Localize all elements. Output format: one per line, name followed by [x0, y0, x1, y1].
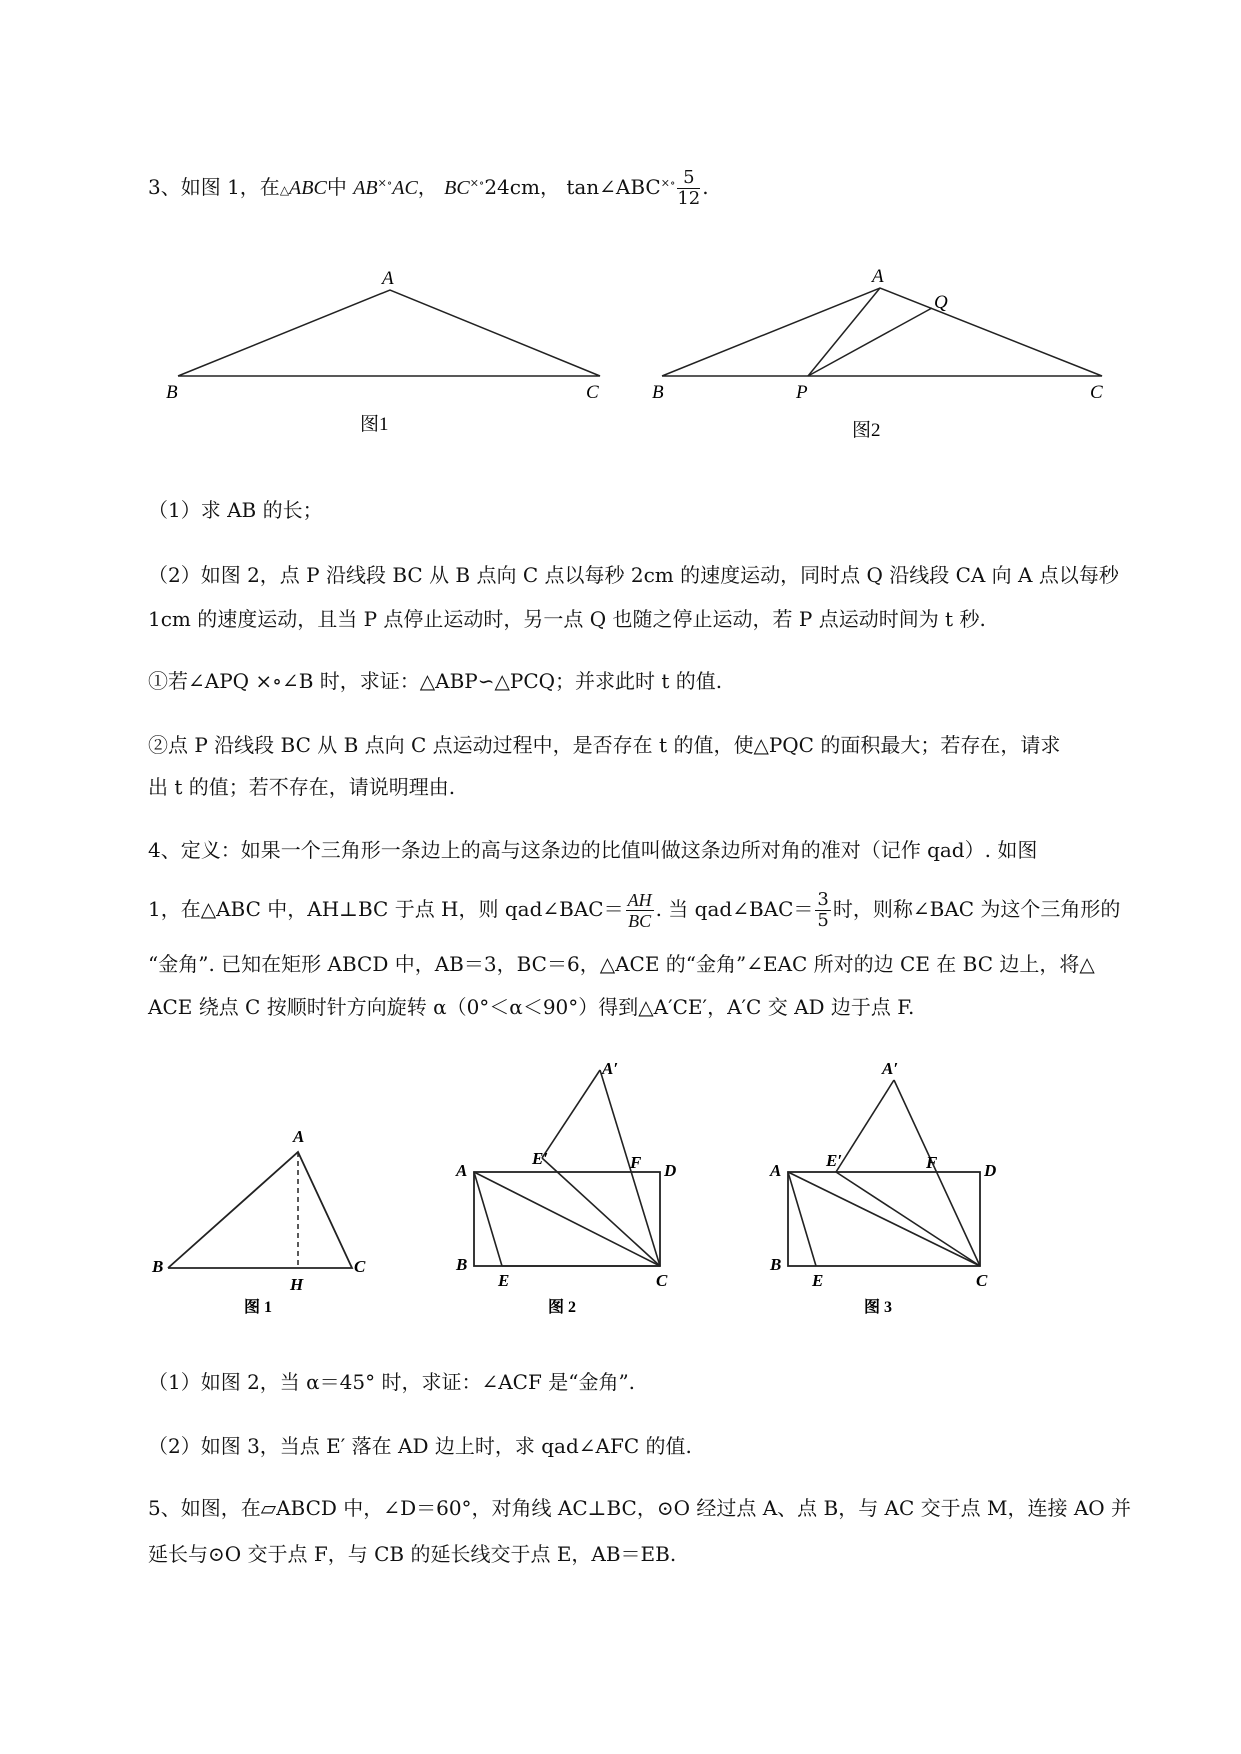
- q3-in: 中: [326, 175, 347, 199]
- q3-mark-3: ×∘: [660, 176, 676, 190]
- q4f2-label-B: B: [456, 1255, 468, 1274]
- q3-part1: （1）求 AB 的长；: [148, 498, 323, 522]
- q4f1-label-H: H: [290, 1275, 304, 1294]
- q3-comma: ，: [417, 175, 438, 199]
- q4f2-label-F: F: [630, 1153, 642, 1172]
- q4-line3: “金角”. 已知在矩形 ABCD 中，AB＝3，BC＝6，△ACE 的“金角”∠EAC 所对的边 CE 在 BC 边上，将△: [148, 952, 1095, 976]
- q4f1-label-B: B: [152, 1257, 164, 1276]
- q4f3-label-F: F: [926, 1153, 938, 1172]
- q3-figure-1: [160, 260, 620, 440]
- q3-intro: [148, 168, 709, 209]
- q4f3-caption: 图 3: [864, 1299, 893, 1316]
- q4-line2-c: 时，则称∠BAC 为这个三角形的: [832, 897, 1121, 921]
- q4-frac-ahbc: [626, 890, 654, 931]
- fig2-label-B: B: [652, 382, 664, 403]
- fig1-caption: 图1: [360, 414, 389, 435]
- fig2-label-Q: Q: [934, 292, 948, 313]
- q3-ac: AC: [392, 177, 418, 199]
- q4f3-label-C: C: [976, 1271, 988, 1290]
- q4f3-label-A2: A′: [882, 1060, 899, 1078]
- q3-tan: tan∠ABC: [566, 175, 661, 199]
- fig2-label-P: P: [796, 382, 808, 403]
- q3-fraction: [677, 168, 700, 209]
- q3-intro-text: 3、如图 1，在: [148, 175, 280, 199]
- q4f2-label-E: E: [498, 1271, 510, 1290]
- fig2-caption: 图2: [852, 420, 881, 441]
- q4-figure-2: [450, 1060, 700, 1320]
- q4f2-label-A2: A′: [602, 1060, 619, 1078]
- q3-part3: ①若∠APQ ×∘∠B 时，求证：△ABP∽△PCQ；并求此时 t 的值.: [148, 669, 723, 693]
- q3-part2-line2: 1cm 的速度运动，且当 P 点停止运动时，另一点 Q 也随之停止运动，若 P 点运动时间为 t 秒.: [148, 607, 986, 631]
- q4-line1: 4、定义：如果一个三角形一条边上的高与这条边的比值叫做这条边所对角的准对（记作 qad）. 如图: [148, 838, 1038, 862]
- q4-part2: （2）如图 3，当点 E′ 落在 AD 边上时，求 qad∠AFC 的值.: [148, 1434, 692, 1458]
- fig1-label-B: B: [166, 382, 178, 403]
- q4-line2: [148, 890, 1120, 931]
- q4-frac2-den: 5: [817, 910, 829, 931]
- q4-line2-b: . 当 qad∠BAC＝: [655, 897, 814, 921]
- q3-bc: BC: [444, 177, 470, 199]
- q4-frac-num: AH: [627, 890, 652, 910]
- q4-line2-a: 1，在△ABC 中，AH⊥BC 于点 H，则 qad∠BAC＝: [148, 897, 624, 921]
- q4-frac-den: BC: [628, 911, 652, 931]
- q4f2-label-D: D: [664, 1161, 677, 1180]
- q4f1-label-C: C: [354, 1257, 366, 1276]
- q4-frac2-num: 3: [817, 889, 829, 910]
- fig2-label-C: C: [1090, 382, 1103, 403]
- triangle-symbol: △: [279, 183, 290, 197]
- q4f3-label-B: B: [770, 1255, 782, 1274]
- q4f1-label-A: A: [293, 1127, 305, 1146]
- q4f3-label-D: D: [984, 1161, 997, 1180]
- q4f2-caption: 图 2: [548, 1299, 577, 1316]
- q4-frac-35: [815, 890, 830, 931]
- q4-line4: ACE 绕点 C 按顺时针方向旋转 α（0°＜α＜90°）得到△A′CE′，A′C 交 AD 边于点 F.: [148, 995, 915, 1019]
- q3-frac-den: 12: [677, 188, 701, 209]
- fig1-label-C: C: [586, 382, 599, 403]
- fig1-label-A: A: [382, 268, 394, 289]
- q4-figure-1: [148, 1120, 388, 1320]
- q4-figure-3: [764, 1060, 1014, 1320]
- q4f1-caption: 图 1: [244, 1299, 273, 1316]
- q3-mark-1: ×∘: [377, 176, 393, 190]
- q3-abc: ABC: [289, 177, 327, 199]
- q4f3-label-E: E: [812, 1271, 824, 1290]
- fig2-label-A: A: [872, 266, 884, 287]
- q3-part4-line1: ②点 P 沿线段 BC 从 B 点向 C 点运动过程中，是否存在 t 的值，使△PQC 的面积最大；若存在，请求: [148, 733, 1061, 757]
- q4f2-label-A: A: [456, 1161, 468, 1180]
- q3-mark-2: ×∘: [469, 176, 485, 190]
- q4f2-label-C: C: [656, 1271, 668, 1290]
- q3-part4-line2: 出 t 的值；若不存在，请说明理由.: [148, 775, 456, 799]
- q3-figure-2: [650, 258, 1130, 448]
- q3-bc-value: 24cm，: [484, 175, 560, 199]
- q3-ab: AB: [353, 177, 378, 199]
- q4f2-label-E2: E′: [532, 1149, 549, 1168]
- q4f3-label-A: A: [770, 1161, 782, 1180]
- q3-part2-line1: （2）如图 2，点 P 沿线段 BC 从 B 点向 C 点以每秒 2cm 的速度运动，同时点 Q 沿线段 CA 向 A 点以每秒: [148, 563, 1119, 587]
- q5-line2: 延长与⊙O 交于点 F，与 CB 的延长线交于点 E，AB＝EB.: [148, 1542, 677, 1566]
- q4-part1: （1）如图 2，当 α＝45° 时，求证：∠ACF 是“金角”.: [148, 1370, 636, 1394]
- q4f3-label-E2: E′: [826, 1151, 843, 1170]
- q5-line1: 5、如图，在▱ABCD 中，∠D＝60°，对角线 AC⊥BC，⊙O 经过点 A、点 B，与 AC 交于点 M，连接 AO 并: [148, 1496, 1132, 1520]
- q3-period: .: [702, 175, 709, 199]
- q3-frac-num: 5: [677, 168, 700, 189]
